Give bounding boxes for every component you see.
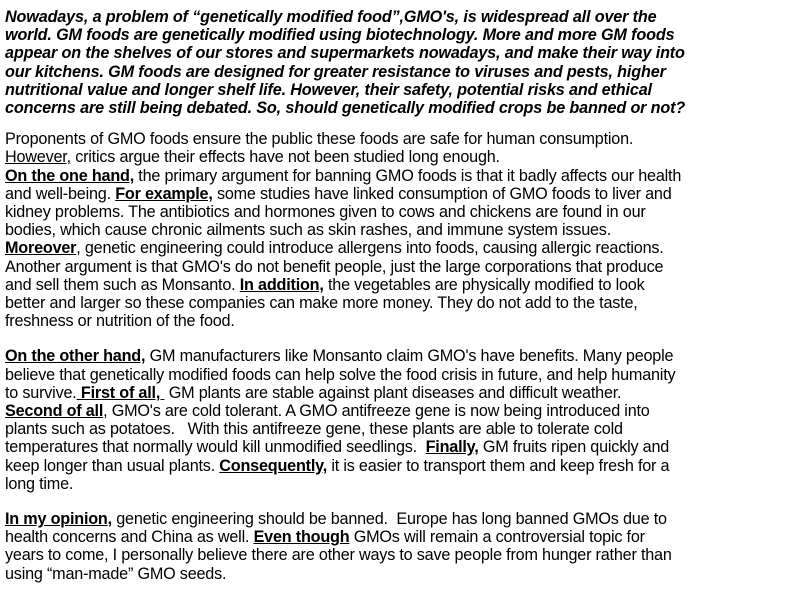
text-line — [5, 528, 789, 546]
text-line — [5, 384, 789, 402]
text-line — [5, 276, 789, 294]
linking-word-on-the-one-hand: On the one hand, — [5, 166, 134, 185]
text-run: and sell them such as Monsanto. — [5, 275, 240, 294]
text-line — [5, 510, 789, 528]
text-run: , genetic engineering could introduce allergens into foods, causing allergic reactions. — [76, 239, 664, 258]
intro-line: appear on the shelves of our stores and supermarkets nowadays, and make their way into — [5, 44, 685, 63]
text-line — [5, 239, 789, 257]
text-run: believe that genetically modified foods can help solve the food crisis in future, and help humanity — [5, 365, 676, 384]
essay-page — [5, 8, 789, 583]
text-run: health concerns and China as well. — [5, 528, 254, 547]
paragraph-for — [5, 347, 789, 493]
text-run: and well-being. — [5, 184, 116, 203]
linking-word-in-my-opinion: In my opinion, — [5, 510, 112, 529]
text-run: freshness or nutrition of the food. — [5, 312, 235, 331]
linking-word-finally: Finally, — [425, 438, 479, 457]
linking-word-first-of-all: First of all, — [76, 383, 165, 402]
linking-word-consequently: Consequently, — [219, 456, 328, 475]
intro-paragraph — [5, 8, 789, 117]
intro-line: nutritional value and longer shelf life. However, their safety, potential risks and ethical — [5, 80, 652, 99]
paragraph-opinion — [5, 510, 789, 583]
text-run: years to come, I personally believe there are other ways to save people from hunger rather than — [5, 546, 672, 565]
text-run: bodies, which cause chronic ailments such as skin rashes, and immune system issues. — [5, 221, 611, 240]
text-run: keep longer than usual plants. — [5, 456, 220, 475]
text-line — [5, 167, 789, 185]
text-line — [5, 185, 789, 203]
text-line — [5, 312, 789, 330]
text-line — [5, 420, 789, 438]
text-line — [5, 130, 789, 148]
linking-word-for-example: For example, — [115, 184, 213, 203]
text-run: to survive. — [5, 383, 77, 402]
text-line — [5, 546, 789, 564]
linking-word-even-though: Even though — [253, 528, 350, 547]
text-line — [5, 203, 789, 221]
text-run: the vegetables are physically modified to look — [323, 275, 645, 294]
text-line — [5, 294, 789, 312]
linking-word-in-addition: In addition, — [239, 275, 324, 294]
intro-line: our kitchens. GM foods are designed for greater resistance to viruses and pests, higher — [5, 62, 666, 81]
text-line — [5, 347, 789, 365]
text-run: Proponents of GMO foods ensure the public these foods are safe for human consumption. — [5, 130, 634, 149]
text-run: some studies have linked consumption of GMO foods to liver and — [212, 184, 672, 203]
text-run: GMOs will remain a controversial topic for — [349, 528, 645, 547]
text-line — [5, 366, 789, 384]
text-run: better and larger so these companies can make more money. They do not add to the taste, — [5, 294, 638, 313]
text-line — [5, 565, 789, 583]
text-run: using “man-made” GMO seeds. — [5, 564, 227, 583]
text-line — [5, 402, 789, 420]
text-line — [5, 475, 789, 493]
text-run: plants such as potatoes. With this antifreeze gene, these plants are able to tolerate cold — [5, 420, 623, 439]
linking-word-on-the-other-hand: On the other hand, — [5, 347, 146, 366]
text-run: kidney problems. The antibiotics and hormones given to cows and chickens are found in our — [5, 203, 646, 222]
text-run: long time. — [5, 474, 74, 493]
text-run: GM plants are stable against plant diseases and difficult weather. — [164, 383, 622, 402]
intro-line: world. GM foods are genetically modified using biotechnology. More and more GM foods — [5, 26, 675, 45]
text-line — [5, 258, 789, 276]
text-run: genetic engineering should be banned. Europe has long banned GMOs due to — [111, 510, 667, 529]
text-line — [5, 438, 789, 456]
text-run: GM manufacturers like Monsanto claim GMO's have benefits. Many people — [145, 347, 674, 366]
text-run: the primary argument for banning GMO foods is that it badly affects our health — [134, 166, 682, 185]
text-run: GM fruits ripen quickly and — [478, 438, 670, 457]
text-run: it is easier to transport them and keep fresh for a — [327, 456, 670, 475]
text-run: Another argument is that GMO's do not benefit people, just the large corporations that produce — [5, 257, 664, 276]
text-run: , GMO's are cold tolerant. A GMO antifreeze gene is now being introduced into — [103, 402, 650, 421]
text-run: critics argue their effects have not been studied long enough. — [70, 148, 500, 167]
text-line — [5, 221, 789, 239]
text-line — [5, 457, 789, 475]
intro-line: concerns are still being debated. So, should genetically modified crops be banned or not? — [5, 99, 686, 118]
text-line — [5, 148, 789, 166]
linking-word-moreover: Moreover — [5, 239, 77, 258]
linking-word-however: However, — [5, 148, 71, 167]
linking-word-second-of-all: Second of all — [5, 402, 104, 421]
text-run: temperatures that normally would kill unmodified seedlings. — [5, 438, 426, 457]
paragraph-against — [5, 130, 789, 330]
intro-line: Nowadays, a problem of “genetically modified food”,GMO's, is widespread all over the — [5, 8, 657, 26]
